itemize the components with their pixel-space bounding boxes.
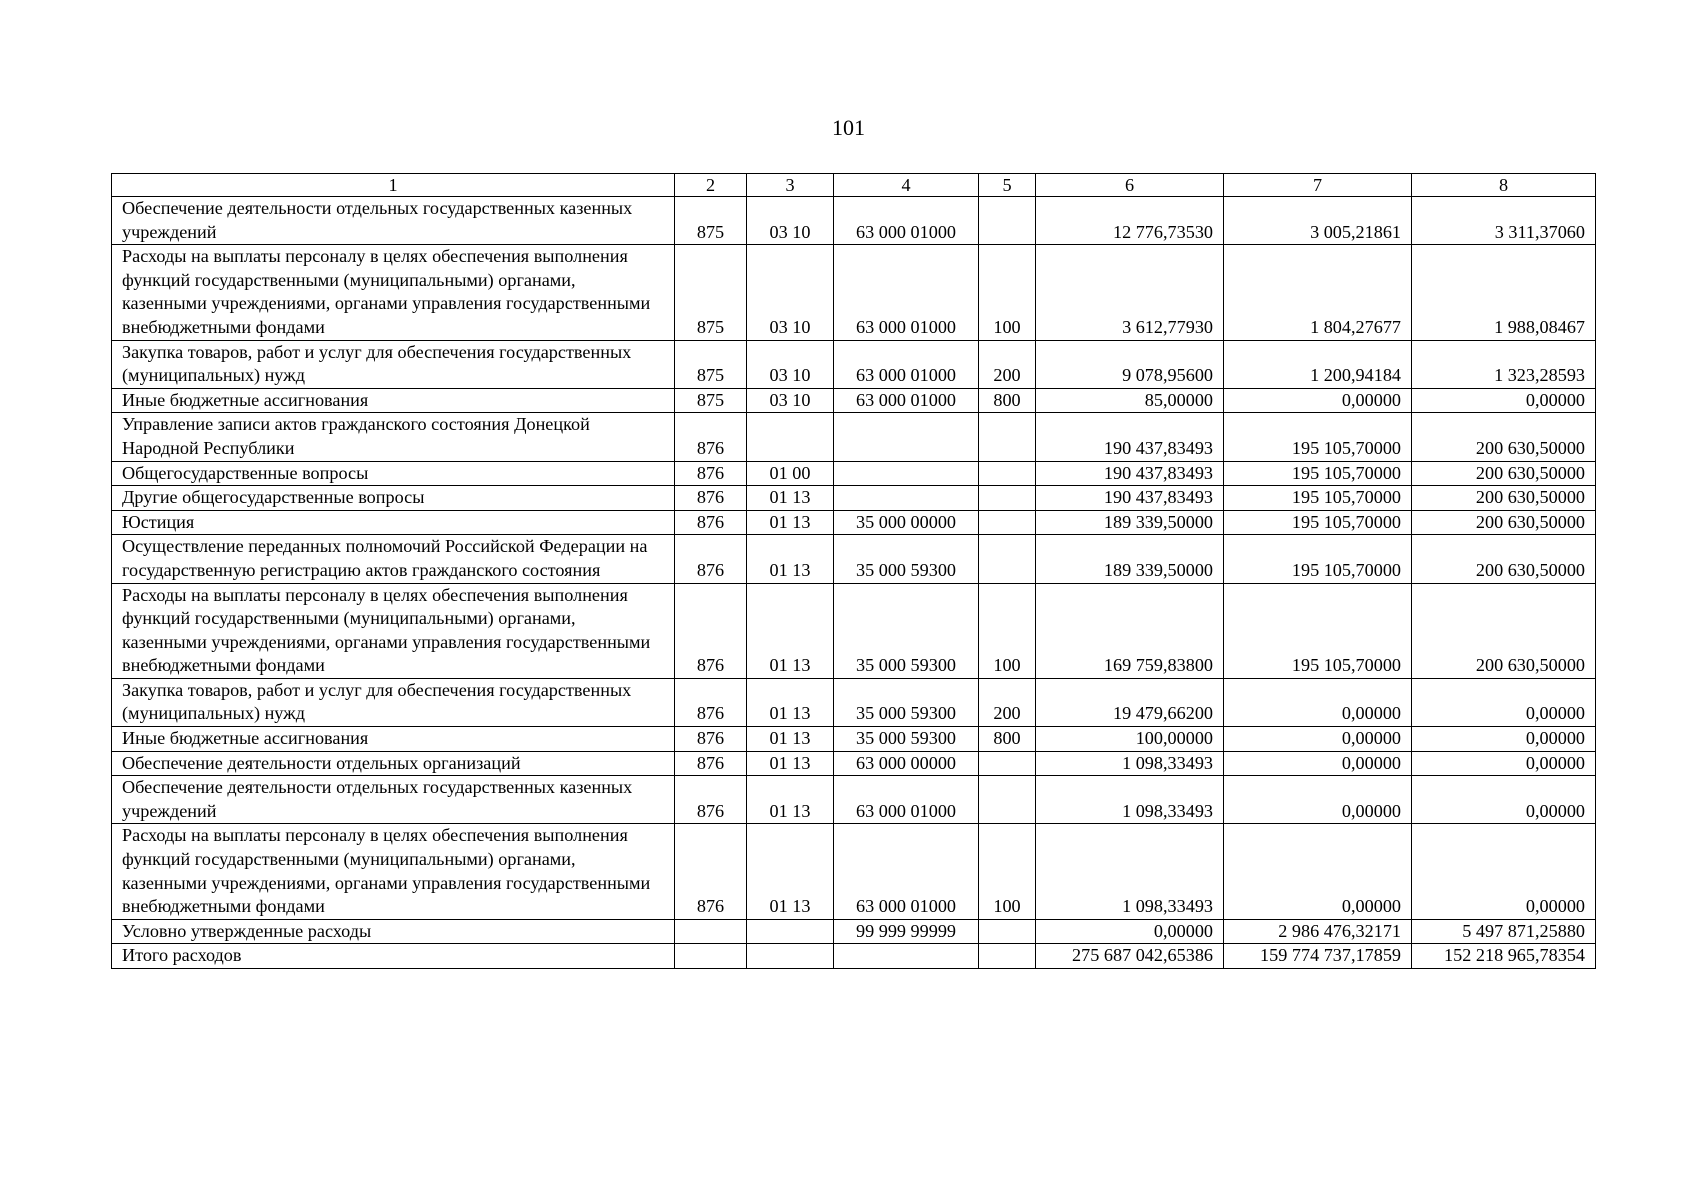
cell-amount-col8: 1 988,08467 <box>1412 245 1596 340</box>
cell-admin-code: 875 <box>675 340 747 388</box>
cell-description: Условно утвержденные расходы <box>112 919 675 944</box>
cell-target-article <box>834 413 979 461</box>
cell-section-code: 01 13 <box>747 486 834 511</box>
cell-amount-col7: 3 005,21861 <box>1224 197 1412 245</box>
cell-section-code <box>747 413 834 461</box>
cell-section-code: 03 10 <box>747 388 834 413</box>
cell-amount-col8: 200 630,50000 <box>1412 461 1596 486</box>
cell-admin-code: 876 <box>675 461 747 486</box>
cell-amount-col8: 0,00000 <box>1412 751 1596 776</box>
cell-amount-col7: 159 774 737,17859 <box>1224 944 1412 969</box>
cell-admin-code: 876 <box>675 678 747 726</box>
cell-admin-code: 875 <box>675 197 747 245</box>
cell-amount-col8: 1 323,28593 <box>1412 340 1596 388</box>
cell-amount-col6: 19 479,66200 <box>1036 678 1224 726</box>
cell-target-article <box>834 486 979 511</box>
cell-amount-col8: 200 630,50000 <box>1412 535 1596 583</box>
cell-section-code: 01 13 <box>747 535 834 583</box>
cell-description: Общегосударственные вопросы <box>112 461 675 486</box>
table-row <box>112 824 1596 919</box>
cell-amount-col8: 200 630,50000 <box>1412 486 1596 511</box>
page-number: 101 <box>832 115 865 140</box>
header-cell-1: 1 <box>112 174 675 197</box>
cell-amount-col6: 1 098,33493 <box>1036 776 1224 824</box>
cell-amount-col6: 12 776,73530 <box>1036 197 1224 245</box>
cell-amount-col7: 195 105,70000 <box>1224 535 1412 583</box>
cell-section-code: 01 13 <box>747 751 834 776</box>
cell-amount-col7: 2 986 476,32171 <box>1224 919 1412 944</box>
header-cell-4: 4 <box>834 174 979 197</box>
cell-section-code: 01 00 <box>747 461 834 486</box>
cell-amount-col6: 190 437,83493 <box>1036 486 1224 511</box>
cell-description: Закупка товаров, работ и услуг для обеспечения государственных (муниципальных) нужд <box>112 340 675 388</box>
cell-amount-col8: 0,00000 <box>1412 776 1596 824</box>
cell-amount-col7: 0,00000 <box>1224 776 1412 824</box>
cell-section-code: 01 13 <box>747 727 834 752</box>
header-cell-5: 5 <box>979 174 1036 197</box>
cell-description: Управление записи актов гражданского состояния Донецкой Народной Республики <box>112 413 675 461</box>
cell-target-article: 63 000 01000 <box>834 824 979 919</box>
cell-amount-col6: 190 437,83493 <box>1036 413 1224 461</box>
cell-expense-type <box>979 197 1036 245</box>
table-row <box>112 340 1596 388</box>
cell-expense-type: 100 <box>979 583 1036 678</box>
cell-description: Осуществление переданных полномочий Российской Федерации на государственную регистрацию актов гражданского состояния <box>112 535 675 583</box>
cell-admin-code: 876 <box>675 486 747 511</box>
cell-amount-col7: 195 105,70000 <box>1224 583 1412 678</box>
cell-target-article <box>834 461 979 486</box>
cell-target-article: 63 000 01000 <box>834 197 979 245</box>
cell-section-code: 01 13 <box>747 510 834 535</box>
cell-target-article: 63 000 01000 <box>834 388 979 413</box>
cell-section-code: 01 13 <box>747 824 834 919</box>
header-cell-7: 7 <box>1224 174 1412 197</box>
table-row <box>112 751 1596 776</box>
table-row <box>112 727 1596 752</box>
cell-expense-type <box>979 510 1036 535</box>
table-row <box>112 486 1596 511</box>
table-row <box>112 413 1596 461</box>
cell-amount-col8: 0,00000 <box>1412 388 1596 413</box>
cell-description: Расходы на выплаты персоналу в целях обеспечения выполнения функций государственными (муниципальными) органами, казенными учреждениями, органами управления государственными внебюджетными фондами <box>112 824 675 919</box>
cell-amount-col7: 0,00000 <box>1224 678 1412 726</box>
cell-target-article: 35 000 59300 <box>834 678 979 726</box>
cell-amount-col7: 0,00000 <box>1224 751 1412 776</box>
cell-description: Закупка товаров, работ и услуг для обеспечения государственных (муниципальных) нужд <box>112 678 675 726</box>
cell-expense-type <box>979 776 1036 824</box>
cell-target-article: 35 000 59300 <box>834 535 979 583</box>
header-cell-6: 6 <box>1036 174 1224 197</box>
table-row <box>112 678 1596 726</box>
cell-section-code: 01 13 <box>747 776 834 824</box>
table-row <box>112 388 1596 413</box>
table-row <box>112 776 1596 824</box>
header-cell-8: 8 <box>1412 174 1596 197</box>
cell-section-code: 03 10 <box>747 340 834 388</box>
cell-description: Расходы на выплаты персоналу в целях обеспечения выполнения функций государственными (муниципальными) органами, казенными учреждениями, органами управления государственными внебюджетными фондами <box>112 245 675 340</box>
cell-admin-code: 876 <box>675 535 747 583</box>
cell-admin-code: 876 <box>675 413 747 461</box>
cell-amount-col6: 189 339,50000 <box>1036 510 1224 535</box>
cell-amount-col7: 195 105,70000 <box>1224 486 1412 511</box>
cell-amount-col8: 152 218 965,78354 <box>1412 944 1596 969</box>
cell-amount-col7: 0,00000 <box>1224 388 1412 413</box>
cell-admin-code: 876 <box>675 727 747 752</box>
cell-amount-col6: 1 098,33493 <box>1036 824 1224 919</box>
cell-target-article: 35 000 59300 <box>834 583 979 678</box>
table-body <box>112 174 1596 969</box>
cell-target-article <box>834 944 979 969</box>
cell-amount-col7: 195 105,70000 <box>1224 413 1412 461</box>
cell-target-article: 63 000 01000 <box>834 245 979 340</box>
cell-amount-col6: 1 098,33493 <box>1036 751 1224 776</box>
cell-description: Расходы на выплаты персоналу в целях обеспечения выполнения функций государственными (муниципальными) органами, казенными учреждениями, органами управления государственными внебюджетными фондами <box>112 583 675 678</box>
cell-expense-type: 100 <box>979 245 1036 340</box>
cell-amount-col8: 200 630,50000 <box>1412 510 1596 535</box>
cell-amount-col6: 3 612,77930 <box>1036 245 1224 340</box>
cell-section-code: 01 13 <box>747 678 834 726</box>
cell-section-code <box>747 944 834 969</box>
cell-amount-col6: 190 437,83493 <box>1036 461 1224 486</box>
cell-amount-col8: 0,00000 <box>1412 727 1596 752</box>
cell-target-article: 63 000 01000 <box>834 776 979 824</box>
cell-expense-type <box>979 461 1036 486</box>
cell-section-code: 01 13 <box>747 583 834 678</box>
cell-admin-code: 876 <box>675 824 747 919</box>
cell-admin-code <box>675 944 747 969</box>
cell-expense-type <box>979 486 1036 511</box>
cell-expense-type <box>979 413 1036 461</box>
cell-description: Иные бюджетные ассигнования <box>112 388 675 413</box>
cell-target-article: 35 000 00000 <box>834 510 979 535</box>
table-row <box>112 461 1596 486</box>
cell-amount-col6: 169 759,83800 <box>1036 583 1224 678</box>
table-row <box>112 535 1596 583</box>
cell-amount-col7: 0,00000 <box>1224 824 1412 919</box>
cell-section-code: 03 10 <box>747 197 834 245</box>
header-row <box>112 174 1596 197</box>
cell-amount-col7: 1 200,94184 <box>1224 340 1412 388</box>
table-row <box>112 919 1596 944</box>
cell-amount-col7: 0,00000 <box>1224 727 1412 752</box>
cell-expense-type: 200 <box>979 678 1036 726</box>
table-row <box>112 510 1596 535</box>
cell-admin-code: 875 <box>675 245 747 340</box>
cell-target-article: 35 000 59300 <box>834 727 979 752</box>
cell-expense-type <box>979 751 1036 776</box>
cell-amount-col7: 195 105,70000 <box>1224 461 1412 486</box>
cell-amount-col8: 3 311,37060 <box>1412 197 1596 245</box>
cell-amount-col6: 100,00000 <box>1036 727 1224 752</box>
cell-description: Итого расходов <box>112 944 675 969</box>
cell-section-code: 03 10 <box>747 245 834 340</box>
cell-expense-type <box>979 535 1036 583</box>
cell-expense-type: 100 <box>979 824 1036 919</box>
cell-amount-col8: 200 630,50000 <box>1412 583 1596 678</box>
cell-admin-code: 876 <box>675 776 747 824</box>
cell-expense-type: 800 <box>979 727 1036 752</box>
cell-description: Иные бюджетные ассигнования <box>112 727 675 752</box>
cell-description: Юстиция <box>112 510 675 535</box>
cell-target-article: 99 999 99999 <box>834 919 979 944</box>
cell-admin-code: 876 <box>675 751 747 776</box>
cell-expense-type: 800 <box>979 388 1036 413</box>
cell-amount-col6: 189 339,50000 <box>1036 535 1224 583</box>
cell-admin-code: 875 <box>675 388 747 413</box>
cell-amount-col6: 275 687 042,65386 <box>1036 944 1224 969</box>
cell-description: Обеспечение деятельности отдельных государственных казенных учреждений <box>112 776 675 824</box>
header-cell-2: 2 <box>675 174 747 197</box>
cell-amount-col8: 0,00000 <box>1412 678 1596 726</box>
table-row <box>112 245 1596 340</box>
budget-table <box>111 173 1596 969</box>
table-row <box>112 583 1596 678</box>
cell-expense-type <box>979 944 1036 969</box>
cell-expense-type: 200 <box>979 340 1036 388</box>
cell-description: Обеспечение деятельности отдельных государственных казенных учреждений <box>112 197 675 245</box>
cell-amount-col8: 0,00000 <box>1412 824 1596 919</box>
cell-target-article: 63 000 01000 <box>834 340 979 388</box>
cell-admin-code: 876 <box>675 583 747 678</box>
cell-description: Обеспечение деятельности отдельных организаций <box>112 751 675 776</box>
cell-admin-code: 876 <box>675 510 747 535</box>
cell-amount-col6: 0,00000 <box>1036 919 1224 944</box>
cell-amount-col6: 9 078,95600 <box>1036 340 1224 388</box>
table-row <box>112 197 1596 245</box>
table-row <box>112 944 1596 969</box>
cell-amount-col8: 5 497 871,25880 <box>1412 919 1596 944</box>
cell-description: Другие общегосударственные вопросы <box>112 486 675 511</box>
cell-amount-col7: 1 804,27677 <box>1224 245 1412 340</box>
cell-amount-col7: 195 105,70000 <box>1224 510 1412 535</box>
cell-target-article: 63 000 00000 <box>834 751 979 776</box>
cell-admin-code <box>675 919 747 944</box>
cell-amount-col8: 200 630,50000 <box>1412 413 1596 461</box>
cell-amount-col6: 85,00000 <box>1036 388 1224 413</box>
cell-expense-type <box>979 919 1036 944</box>
header-cell-3: 3 <box>747 174 834 197</box>
cell-section-code <box>747 919 834 944</box>
